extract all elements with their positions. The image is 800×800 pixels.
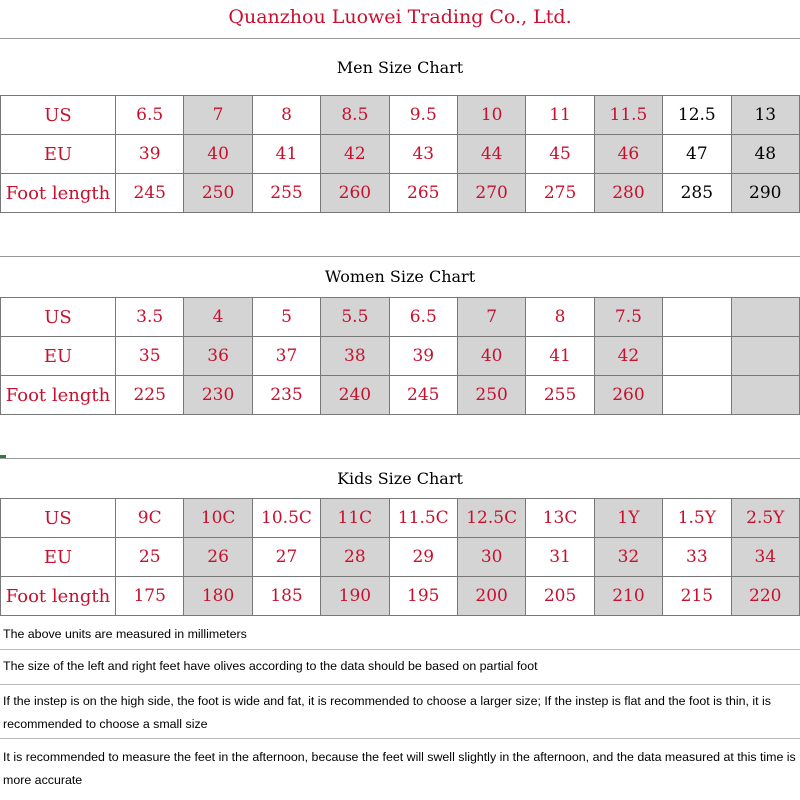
- table-cell: [663, 298, 731, 337]
- table-cell: 6.5: [389, 298, 457, 337]
- divider: [0, 256, 800, 257]
- table-cell: 7: [184, 96, 252, 135]
- table-row: [1, 298, 800, 337]
- table-cell: 13C: [526, 499, 594, 538]
- table-cell: 290: [731, 174, 799, 213]
- table-cell: 36: [184, 337, 252, 376]
- table-row: [1, 174, 800, 213]
- divider: [0, 38, 800, 39]
- row-label: EU: [1, 135, 116, 174]
- table-cell: 2.5Y: [731, 499, 799, 538]
- table-cell: 43: [389, 135, 457, 174]
- table-cell: 48: [731, 135, 799, 174]
- row-label: EU: [1, 337, 116, 376]
- table-cell: 41: [526, 337, 594, 376]
- row-label: US: [1, 96, 116, 135]
- table-cell: 8: [252, 96, 320, 135]
- row-label: Foot length: [1, 577, 116, 616]
- table-cell: 5: [252, 298, 320, 337]
- table-cell: 10: [457, 96, 525, 135]
- men-chart-title: Men Size Chart: [336, 58, 464, 77]
- table-cell: 9C: [116, 499, 184, 538]
- table-cell: 40: [457, 337, 525, 376]
- table-cell: 200: [457, 577, 525, 616]
- table-cell: 11: [526, 96, 594, 135]
- table-cell: 40: [184, 135, 252, 174]
- table-cell: 35: [116, 337, 184, 376]
- table-cell: 245: [116, 174, 184, 213]
- table-cell: 13: [731, 96, 799, 135]
- table-cell: 260: [594, 376, 662, 415]
- row-label: Foot length: [1, 174, 116, 213]
- table-cell: 26: [184, 538, 252, 577]
- table-row: [1, 538, 800, 577]
- table-cell: 44: [457, 135, 525, 174]
- table-cell: 260: [321, 174, 389, 213]
- table-cell: [663, 376, 731, 415]
- table-cell: 180: [184, 577, 252, 616]
- table-cell: 46: [594, 135, 662, 174]
- table-cell: 7.5: [594, 298, 662, 337]
- table-cell: 30: [457, 538, 525, 577]
- table-cell: 38: [321, 337, 389, 376]
- table-cell: 12.5C: [457, 499, 525, 538]
- table-cell: 265: [389, 174, 457, 213]
- table-cell: 8.5: [321, 96, 389, 135]
- table-cell: 10C: [184, 499, 252, 538]
- table-cell: 210: [594, 577, 662, 616]
- table-cell: 255: [252, 174, 320, 213]
- table-cell: 215: [663, 577, 731, 616]
- table-cell: 33: [663, 538, 731, 577]
- note-instep: If the instep is on the high side, the foot is wide and fat, it is recommended to choose a larger size; If the instep is flat and the foot is thin, it is recommended to choose a small size: [0, 687, 800, 739]
- company-name: Quanzhou Luowei Trading Co., Ltd.: [228, 6, 572, 28]
- table-cell: 275: [526, 174, 594, 213]
- note-units: The above units are measured in millimeters: [0, 620, 800, 650]
- table-cell: [663, 337, 731, 376]
- table-cell: 240: [321, 376, 389, 415]
- table-cell: 230: [184, 376, 252, 415]
- men-size-table: [0, 95, 800, 213]
- table-cell: 175: [116, 577, 184, 616]
- table-row: [1, 135, 800, 174]
- row-label: EU: [1, 538, 116, 577]
- table-cell: 4: [184, 298, 252, 337]
- table-cell: 27: [252, 538, 320, 577]
- table-cell: 11C: [321, 499, 389, 538]
- table-cell: [731, 298, 799, 337]
- table-cell: 255: [526, 376, 594, 415]
- note-measure-time: It is recommended to measure the feet in the afternoon, because the feet will swell slightly in the afternoon, and the data measured at this time is more accurate: [3, 750, 796, 787]
- table-cell: 185: [252, 577, 320, 616]
- table-cell: 45: [526, 135, 594, 174]
- table-cell: 34: [731, 538, 799, 577]
- table-cell: 190: [321, 577, 389, 616]
- table-cell: 280: [594, 174, 662, 213]
- table-cell: 235: [252, 376, 320, 415]
- table-cell: 220: [731, 577, 799, 616]
- kids-chart-title: Kids Size Chart: [337, 469, 463, 488]
- table-row: [1, 577, 800, 616]
- women-size-table: [0, 297, 800, 415]
- table-cell: 41: [252, 135, 320, 174]
- table-cell: 47: [663, 135, 731, 174]
- table-cell: 5.5: [321, 298, 389, 337]
- table-cell: 12.5: [663, 96, 731, 135]
- table-cell: 29: [389, 538, 457, 577]
- women-chart-title: Women Size Chart: [324, 267, 476, 286]
- table-cell: 42: [594, 337, 662, 376]
- row-label: Foot length: [1, 376, 116, 415]
- table-cell: 11.5: [594, 96, 662, 135]
- divider: [0, 458, 800, 459]
- table-row: [1, 337, 800, 376]
- table-cell: 39: [116, 135, 184, 174]
- table-cell: 1Y: [594, 499, 662, 538]
- table-cell: 195: [389, 577, 457, 616]
- row-label: US: [1, 499, 116, 538]
- table-cell: 10.5C: [252, 499, 320, 538]
- table-cell: [731, 376, 799, 415]
- table-cell: 7: [457, 298, 525, 337]
- note-feet: The size of the left and right feet have olives according to the data should be based on partial foot: [0, 652, 800, 685]
- table-cell: 31: [526, 538, 594, 577]
- table-cell: 205: [526, 577, 594, 616]
- table-cell: 285: [663, 174, 731, 213]
- table-cell: 11.5C: [389, 499, 457, 538]
- row-label: US: [1, 298, 116, 337]
- table-cell: 250: [184, 174, 252, 213]
- table-cell: 28: [321, 538, 389, 577]
- table-row: [1, 96, 800, 135]
- table-cell: 32: [594, 538, 662, 577]
- table-cell: 270: [457, 174, 525, 213]
- table-cell: 42: [321, 135, 389, 174]
- table-cell: 37: [252, 337, 320, 376]
- table-cell: 225: [116, 376, 184, 415]
- table-cell: 3.5: [116, 298, 184, 337]
- table-cell: 6.5: [116, 96, 184, 135]
- table-cell: 8: [526, 298, 594, 337]
- table-row: [1, 499, 800, 538]
- table-cell: 25: [116, 538, 184, 577]
- table-row: [1, 376, 800, 415]
- table-cell: 1.5Y: [663, 499, 731, 538]
- table-cell: 9.5: [389, 96, 457, 135]
- table-cell: [731, 337, 799, 376]
- table-cell: 39: [389, 337, 457, 376]
- table-cell: 245: [389, 376, 457, 415]
- table-cell: 250: [457, 376, 525, 415]
- kids-size-table: [0, 498, 800, 616]
